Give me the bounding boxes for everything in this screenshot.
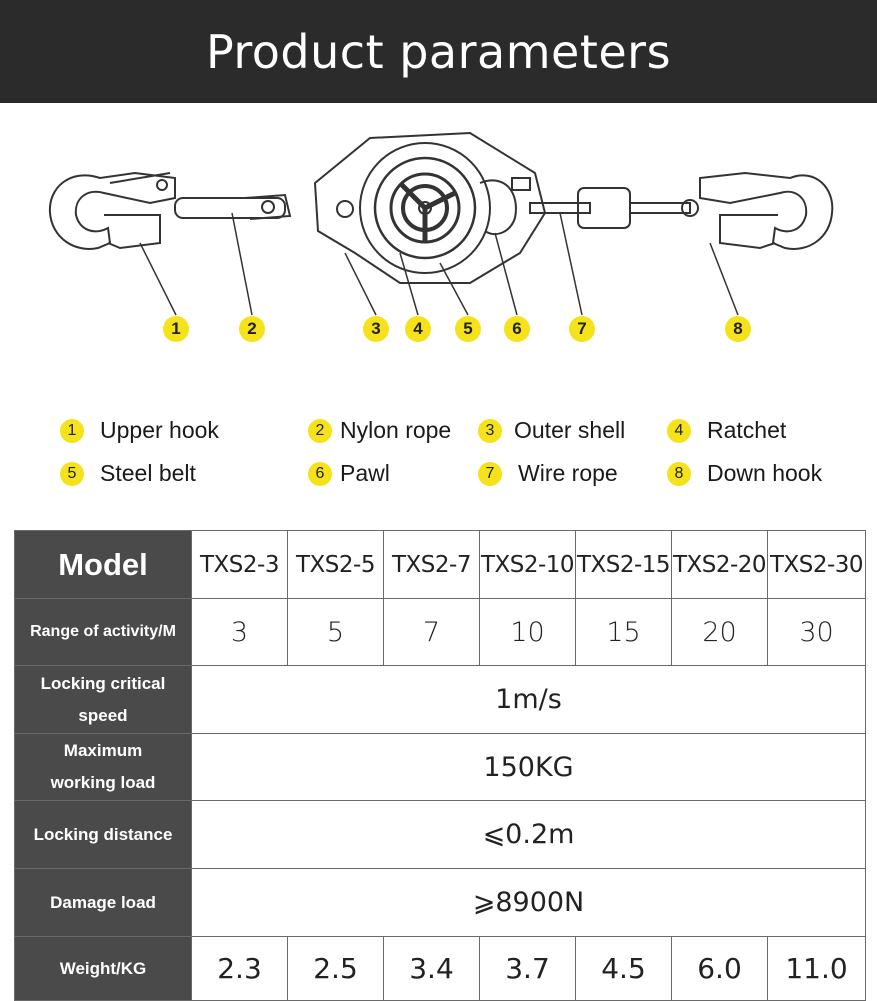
model-cell: TXS2-3: [192, 531, 288, 599]
legend-number: 8: [667, 462, 691, 486]
speed-label-line2: speed: [78, 705, 128, 725]
range-cell: 20: [672, 599, 768, 666]
legend-label: Ratchet: [707, 417, 787, 443]
legend-label: Wire rope: [518, 460, 618, 486]
weight-cell: 2.5: [288, 937, 384, 1001]
table-row: [15, 734, 866, 801]
weight-cell: 11.0: [768, 937, 866, 1001]
legend-item: [60, 460, 196, 487]
callout-8: 8: [725, 316, 751, 342]
load-header: [15, 734, 192, 801]
legend-label: Down hook: [707, 460, 823, 486]
legend-item: [308, 417, 451, 444]
wire-rope-drawing: [530, 203, 590, 213]
load-label-line2: working load: [50, 773, 156, 792]
distance-value: ⩽0.2m: [192, 801, 866, 869]
range-cell: 5: [288, 599, 384, 666]
model-cell: TXS2-5: [288, 531, 384, 599]
legend-number: 5: [60, 462, 84, 486]
damage-value: ⩾8900N: [192, 869, 866, 937]
weight-cell: 3.4: [384, 937, 480, 1001]
callout-7: 7: [569, 316, 595, 342]
damage-header: Damage load: [15, 869, 192, 937]
legend-number: 2: [308, 419, 332, 443]
table-row: [15, 666, 866, 734]
speed-label-line1: Locking critical: [40, 673, 166, 693]
callout-6: 6: [504, 316, 530, 342]
legend-number: 1: [60, 419, 84, 443]
table-row: [15, 531, 866, 599]
weight-cell: 4.5: [576, 937, 672, 1001]
title-banner: [0, 0, 877, 103]
model-cell: TXS2-15: [576, 531, 672, 599]
table-row: [15, 937, 866, 1001]
legend-item: [478, 417, 625, 444]
callout-1: 1: [163, 316, 189, 342]
model-cell: TXS2-20: [672, 531, 768, 599]
callout-3: 3: [363, 316, 389, 342]
range-header: Range of activity/M: [15, 599, 192, 666]
weight-cell: 2.3: [192, 937, 288, 1001]
model-cell: TXS2-10: [480, 531, 576, 599]
model-cell: TXS2-7: [384, 531, 480, 599]
table-row: [15, 801, 866, 869]
parameters-table: [14, 530, 866, 1001]
load-label-line1: Maximum: [63, 741, 143, 760]
weight-cell: 6.0: [672, 937, 768, 1001]
weight-cell: 3.7: [480, 937, 576, 1001]
model-header: Model: [15, 531, 192, 599]
callout-5: 5: [455, 316, 481, 342]
parts-legend: [0, 405, 877, 505]
load-value: 150KG: [192, 734, 866, 801]
pawl-drawing: [480, 180, 516, 234]
speed-header: [15, 666, 192, 734]
legend-item: [60, 417, 219, 444]
table-row: [15, 599, 866, 666]
product-diagram: [0, 103, 877, 373]
range-cell: 30: [768, 599, 866, 666]
range-cell: 15: [576, 599, 672, 666]
range-cell: 7: [384, 599, 480, 666]
legend-number: 3: [478, 419, 502, 443]
speed-value: 1m/s: [192, 666, 866, 734]
callout-2: 2: [239, 316, 265, 342]
legend-number: 7: [478, 462, 502, 486]
legend-number: 6: [308, 462, 332, 486]
legend-label: Upper hook: [100, 417, 219, 443]
legend-item: [667, 460, 822, 487]
legend-item: [478, 460, 618, 487]
legend-number: 4: [667, 419, 691, 443]
weight-header: Weight/KG: [15, 937, 192, 1001]
table-row: [15, 869, 866, 937]
range-cell: 10: [480, 599, 576, 666]
legend-item: [308, 460, 390, 487]
range-cell: 3: [192, 599, 288, 666]
legend-label: Nylon rope: [340, 417, 452, 443]
page-title: Product parameters: [205, 24, 672, 79]
model-cell: TXS2-30: [768, 531, 866, 599]
distance-header: Locking distance: [15, 801, 192, 869]
legend-label: Pawl: [340, 460, 390, 486]
legend-label: Outer shell: [514, 417, 626, 443]
legend-item: [667, 417, 786, 444]
callout-4: 4: [405, 316, 431, 342]
legend-label: Steel belt: [100, 460, 196, 486]
